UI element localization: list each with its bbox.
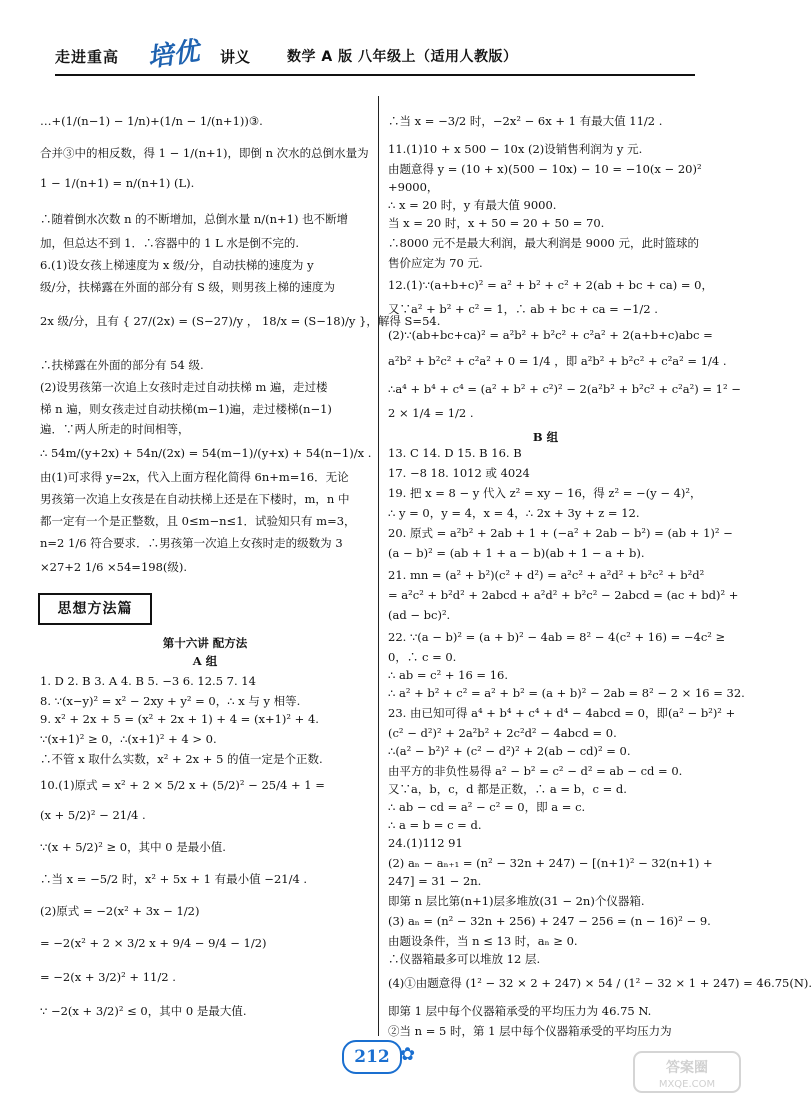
text-line: (a − b)² = (ab + 1 + a − b)(ab + 1 − a + b). — [388, 546, 645, 560]
text-line: 合并③中的相反数，得 1 − 1/(n+1)，即倒 n 次水的总倒水量为 — [40, 146, 369, 160]
text-line: ∴a⁴ + b⁴ + c⁴ = (a² + b² + c²)² − 2(a²b² + b²c² + c²a²) = 1² − — [388, 382, 741, 396]
series-logo: 培优 — [145, 36, 202, 74]
text-line: 级/分，扶梯露在外面的部分有 S 级，则男孩上梯的速度为 — [40, 280, 336, 294]
watermark-logo — [632, 1050, 742, 1094]
text-line: 22. ∵(a − b)² = (a + b)² − 4ab = 8² − 4(c² + 16) = −4c² ≥ — [388, 630, 726, 644]
text-line: 23. 由已知可得 a⁴ + b⁴ + c⁴ + d⁴ − 4abcd = 0，即(a² − b²)² + — [388, 706, 736, 720]
text-line: 2 × 1/4 = 1/2 . — [388, 406, 474, 420]
text-line: ∴ x = 20 时，y 有最大值 9000. — [388, 198, 557, 212]
text-line: ∴当 x = −3/2 时，−2x² − 6x + 1 有最大值 11/2 . — [388, 114, 663, 128]
text-line: (2) aₙ − aₙ₊₁ = (n² − 32n + 247) − [(n+1)² − 32(n+1) + — [388, 856, 713, 870]
text-line: 20. 原式 = a²b² + 2ab + 1 + (−a² + 2ab − b²) = (ab + 1)² − — [388, 526, 733, 540]
lecture-title: 第十六讲 配方法 — [162, 636, 248, 650]
group-heading: A 组 — [192, 654, 218, 668]
text-line: 遍．∵两人所走的时间相等， — [40, 422, 190, 436]
svg-text:答案圈: 答案圈 — [666, 1060, 708, 1076]
svg-text:MXQE.COM: MXQE.COM — [658, 1079, 716, 1090]
text-line: 24.(1)112 91 — [388, 836, 463, 850]
text-line: 即第 n 层比第(n+1)层多堆放(31 − 2n)个仪器箱. — [388, 894, 645, 908]
column-divider — [378, 96, 379, 1036]
text-line: 17. −8 18. 1012 或 4024 — [388, 466, 530, 480]
text-line: 21. mn = (a² + b²)(c² + d²) = a²c² + a²d² + b²c² + b²d² — [388, 568, 705, 582]
text-line: 6.(1)设女孩上梯速度为 x 级/分，自动扶梯的速度为 y — [40, 258, 314, 272]
text-line: (x + 5/2)² − 21/4 . — [40, 808, 146, 822]
text-line: 都一定有一个是正整数，且 0≤m−n≤1．试验知只有 m=3， — [40, 514, 356, 528]
text-line: ∵ −2(x + 3/2)² ≤ 0，其中 0 是最大值. — [40, 1004, 247, 1018]
text-line: 2x 级/分，且有 { 27/(2x) = (S−27)/y ， 18/x = (S−18)/y }，解得 S=54. — [40, 314, 441, 328]
book-edition: 数学 A 版 八年级上（适用人教版） — [287, 49, 518, 65]
text-line: 由(1)可求得 y=2x，代入上面方程化简得 6n+m=16．无论 — [40, 470, 349, 484]
text-line: ∴ ab = c² + 16 = 16. — [388, 668, 509, 682]
text-line: 又∵a，b，c，d 都是正数，∴ a = b，c = d. — [388, 782, 627, 796]
text-line: a²b² + b²c² + c²a² + 0 = 1/4 ，即 a²b² + b²c² + c²a² = 1/4 . — [388, 354, 727, 368]
text-line: = −2(x + 3/2)² + 11/2 . — [40, 970, 176, 984]
text-line: ∵(x+1)² ≥ 0，∴(x+1)² + 4 > 0. — [40, 732, 217, 746]
text-line: ∴随着倒水次数 n 的不断增加，总倒水量 n/(n+1) 也不断增 — [40, 212, 349, 226]
text-line: ∴(a² − b²)² + (c² − d²)² + 2(ab − cd)² = 0. — [388, 744, 631, 758]
text-line: = −2(x² + 2 × 3/2 x + 9/4 − 9/4 − 1/2) — [40, 936, 267, 950]
header-rule — [55, 74, 695, 76]
text-line: (3) aₙ = (n² − 32n + 256) + 247 − 256 = (n − 16)² − 9. — [388, 914, 711, 928]
text-line: ②当 n = 5 时，第 1 层中每个仪器箱承受的平均压力为 — [388, 1024, 672, 1038]
text-line: 247] = 31 − 2n. — [388, 874, 482, 888]
text-line: 由平方的非负性易得 a² − b² = c² − d² = ab − cd = 0. — [388, 764, 683, 778]
text-line: (4)①由题意得 (1² − 32 × 2 + 247) × 54 / (1² − 32 × 1 + 247) = 46.75(N). — [388, 976, 812, 990]
text-line: ∴8000 元不是最大利润，最大利润是 9000 元，此时篮球的 — [388, 236, 699, 250]
text-line: ∴ a² + b² + c² = a² + b² = (a + b)² − 2ab = 8² − 2 × 16 = 32. — [388, 686, 745, 700]
text-line: (2)设男孩第一次追上女孩时走过自动扶梯 m 遍，走过楼 — [40, 380, 328, 394]
text-line: ∴ 54m/(y+2x) + 54n/(2x) = 54(m−1)/(y+x) + 54(n−1)/x . — [40, 446, 372, 460]
page-number: 212 — [342, 1040, 402, 1074]
text-line: 又∵a² + b² + c² = 1，∴ ab + bc + ca = −1/2 . — [388, 302, 658, 316]
text-line: 售价应定为 70 元. — [388, 256, 483, 270]
text-line: 即第 1 层中每个仪器箱承受的平均压力为 46.75 N. — [388, 1004, 652, 1018]
text-line: 1 − 1/(n+1) = n/(n+1) (L). — [40, 176, 195, 190]
text-line: …+(1/(n−1) − 1/n)+(1/n − 1/(n+1))③. — [40, 114, 263, 128]
text-line: 由题意得 y = (10 + x)(500 − 10x) − 10 = −10(x − 20)² — [388, 162, 702, 176]
text-line: 9. x² + 2x + 5 = (x² + 2x + 1) + 4 = (x+1)² + 4. — [40, 712, 319, 726]
text-line: 当 x = 20 时，x + 50 = 20 + 50 = 70. — [388, 216, 605, 230]
group-heading: B 组 — [532, 430, 559, 444]
text-line: 13. C 14. D 15. B 16. B — [388, 446, 522, 460]
text-line: 由题设条件，当 n ≤ 13 时，aₙ ≥ 0. — [388, 934, 578, 948]
text-line: 12.(1)∵(a+b+c)² = a² + b² + c² + 2(ab + bc + ca) = 0， — [388, 278, 713, 292]
text-line: 加，但总达不到 1．∴容器中的 1 L 水是倒不完的. — [40, 236, 300, 250]
text-line: (c² − d²)² + 2a²b² + 2c²d² − 4abcd = 0. — [388, 726, 617, 740]
section-tag: 思想方法篇 — [38, 593, 152, 625]
text-line: 0，∴ c = 0. — [388, 650, 457, 664]
text-line: (ad − bc)². — [388, 608, 451, 622]
text-line: ∴当 x = −5/2 时，x² + 5x + 1 有最小值 −21/4 . — [40, 872, 308, 886]
text-line: 10.(1)原式 = x² + 2 × 5/2 x + (5/2)² − 25/4 + 1 = — [40, 778, 325, 792]
text-line: ∴ ab − cd = a² − c² = 0，即 a = c. — [388, 800, 586, 814]
page-header — [55, 34, 695, 74]
text-line: 梯 n 遍，则女孩走过自动扶梯(m−1)遍，走过楼梯(n−1) — [40, 402, 332, 416]
series-title: 走进重高 — [55, 48, 120, 66]
text-line: ×27+2 1/6 ×54=198(级). — [40, 560, 188, 574]
text-line: n=2 1/6 符合要求．∴男孩第一次追上女孩时走的级数为 3 — [40, 536, 343, 550]
text-line: 1. D 2. B 3. A 4. B 5. −3 6. 12.5 7. 14 — [40, 674, 256, 688]
text-line: +9000， — [388, 180, 439, 194]
text-line: ∴ y = 0，y = 4，x = 4，∴ 2x + 3y + z = 12. — [388, 506, 640, 520]
text-line: 男孩第一次追上女孩是在自动扶梯上还是在下楼时，m，n 中 — [40, 492, 350, 506]
text-line: 11.(1)10 + x 500 − 10x (2)设销售利润为 y 元. — [388, 142, 643, 156]
text-line: 19. 把 x = 8 − y 代入 z² = xy − 16，得 z² = −(y − 4)²， — [388, 486, 702, 500]
text-line: ∴仪器箱最多可以堆放 12 层. — [388, 952, 541, 966]
text-line: ∴扶梯露在外面的部分有 54 级. — [40, 358, 204, 372]
text-line: ∴ a = b = c = d. — [388, 818, 482, 832]
text-line: (2)原式 = −2(x² + 3x − 1/2) — [40, 904, 200, 918]
text-line: ∴不管 x 取什么实数，x² + 2x + 5 的值一定是个正数. — [40, 752, 323, 766]
text-line: (2)∵(ab+bc+ca)² = a²b² + b²c² + c²a² + 2(a+b+c)abc = — [388, 328, 713, 342]
series-subtitle: 讲义 — [220, 48, 251, 66]
text-line: = a²c² + b²d² + 2abcd + a²d² + b²c² − 2abcd = (ac + bd)² + — [388, 588, 739, 602]
flower-icon: ✿ — [400, 1044, 416, 1065]
text-line: 8. ∵(x−y)² = x² − 2xy + y² = 0，∴ x 与 y 相等. — [40, 694, 301, 708]
text-line: ∵(x + 5/2)² ≥ 0，其中 0 是最小值. — [40, 840, 226, 854]
